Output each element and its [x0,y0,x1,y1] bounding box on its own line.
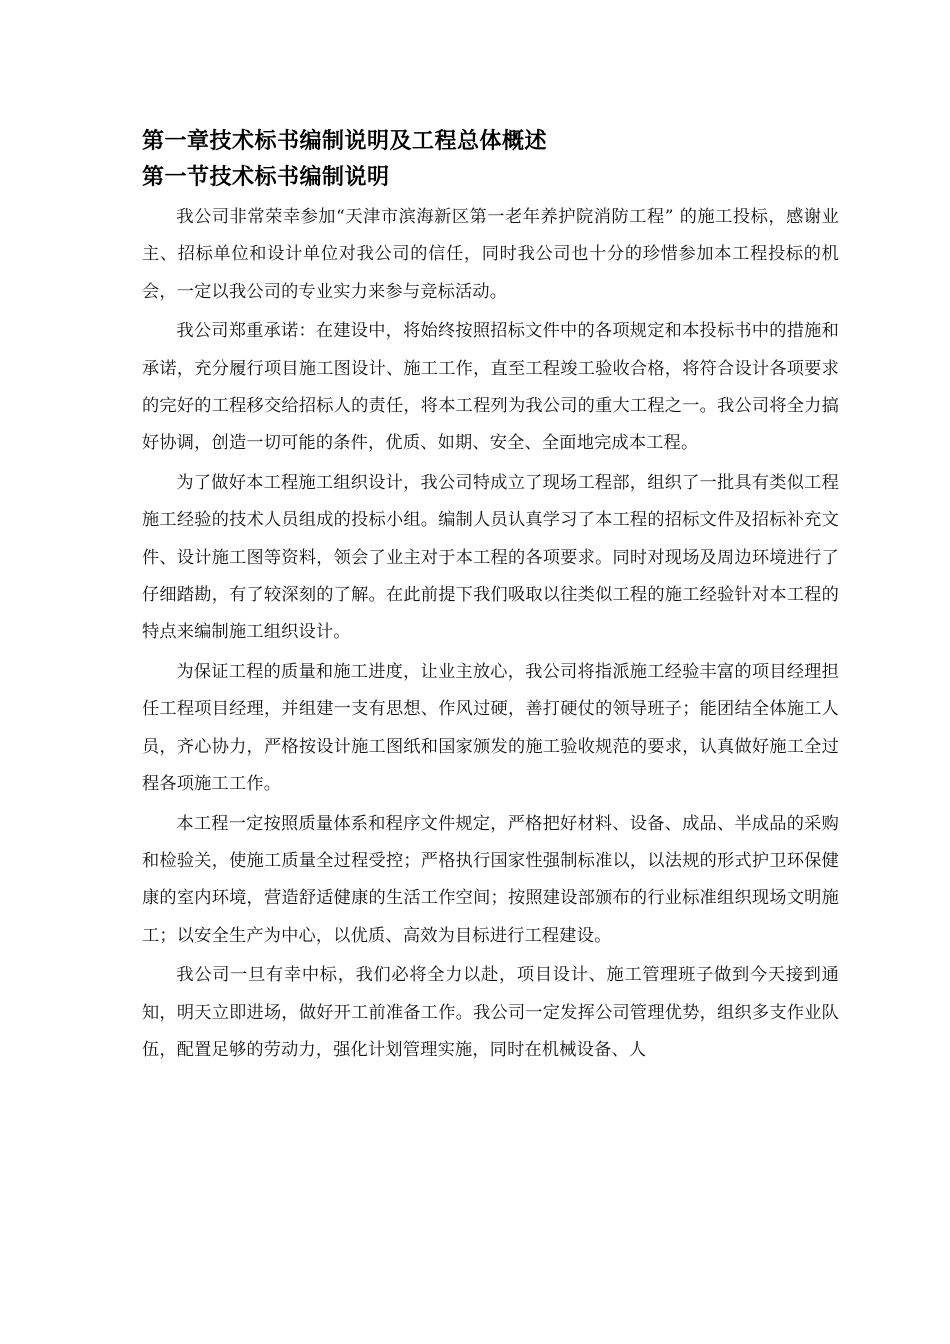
section-heading: 第一节技术标书编制说明 [142,165,390,190]
body-paragraph: 本工程一定按照质量体系和程序文件规定，严格把好材料、设备、成品、半成品的采购和检验关，使施工质量全过程受控；严格执行国家性强制标准以，以法规的形式护卫环保健康的室内环境，营造舒适健康的生活工作空间；按照建设部颁布的行业标准组织现场文明施工；以安全生产为中心，以优质、高效为目标进行工程建设。 [142,813,839,946]
body-paragraph: 为了做好本工程施工组织设计，我公司特成立了现场工程部，组织了一批具有类似工程施工经验的技术人员组成的投标小组。编制人员认真学习了本工程的招标文件及招标补充文件、设计施工图等资料，领会了业主对于本工程的各项要求。同时对现场及周边环境进行了仔细踏勘，有了较深刻的了解。在此前提下我们吸取以往类似工程的施工经验针对本工程的特点来编制施工组织设计。 [142,472,839,643]
body-paragraph: 我公司一旦有幸中标，我们必将全力以赴，项目设计、施工管理班子做到今天接到通知，明天立即进场，做好开工前准备工作。我公司一定发挥公司管理优势，组织多支作业队伍，配置足够的劳动力，强化计划管理实施，同时在机械设备、人 [142,965,839,1060]
chapter-heading: 第一章技术标书编制说明及工程总体概述 [142,129,548,154]
document-body [142,124,839,1071]
body-paragraph: 为保证工程的质量和施工进度，让业主放心，我公司将指派施工经验丰富的项目经理担任工程项目经理，并组建一支有思想、作风过硬，善打硬仗的领导班子；能团结全体施工人员，齐心协力，严格按设计施工图纸和国家颁发的施工验收规范的要求，认真做好施工全过程各项施工工作。 [142,661,839,795]
body-paragraph: 我公司非常荣幸参加“天津市滨海新区第一老年养护院消防工程” 的施工投标，感谢业主、招标单位和设计单位对我公司的信任，同时我公司也十分的珍惜参加本工程投标的机会，一定以我公司的专业实力来参与竞标活动。 [142,207,839,302]
body-paragraph: 我公司郑重承诺：在建设中，将始终按照招标文件中的各项规定和本投标书中的措施和承诺，充分履行项目施工图设计、施工工作，直至工程竣工验收合格，将符合设计各项要求的完好的工程移交给招标人的责任，将本工程列为我公司的重大工程之一。我公司将全力搞好协调，创造一切可能的条件，优质、如期、安全、全面地完成本工程。 [142,321,839,454]
